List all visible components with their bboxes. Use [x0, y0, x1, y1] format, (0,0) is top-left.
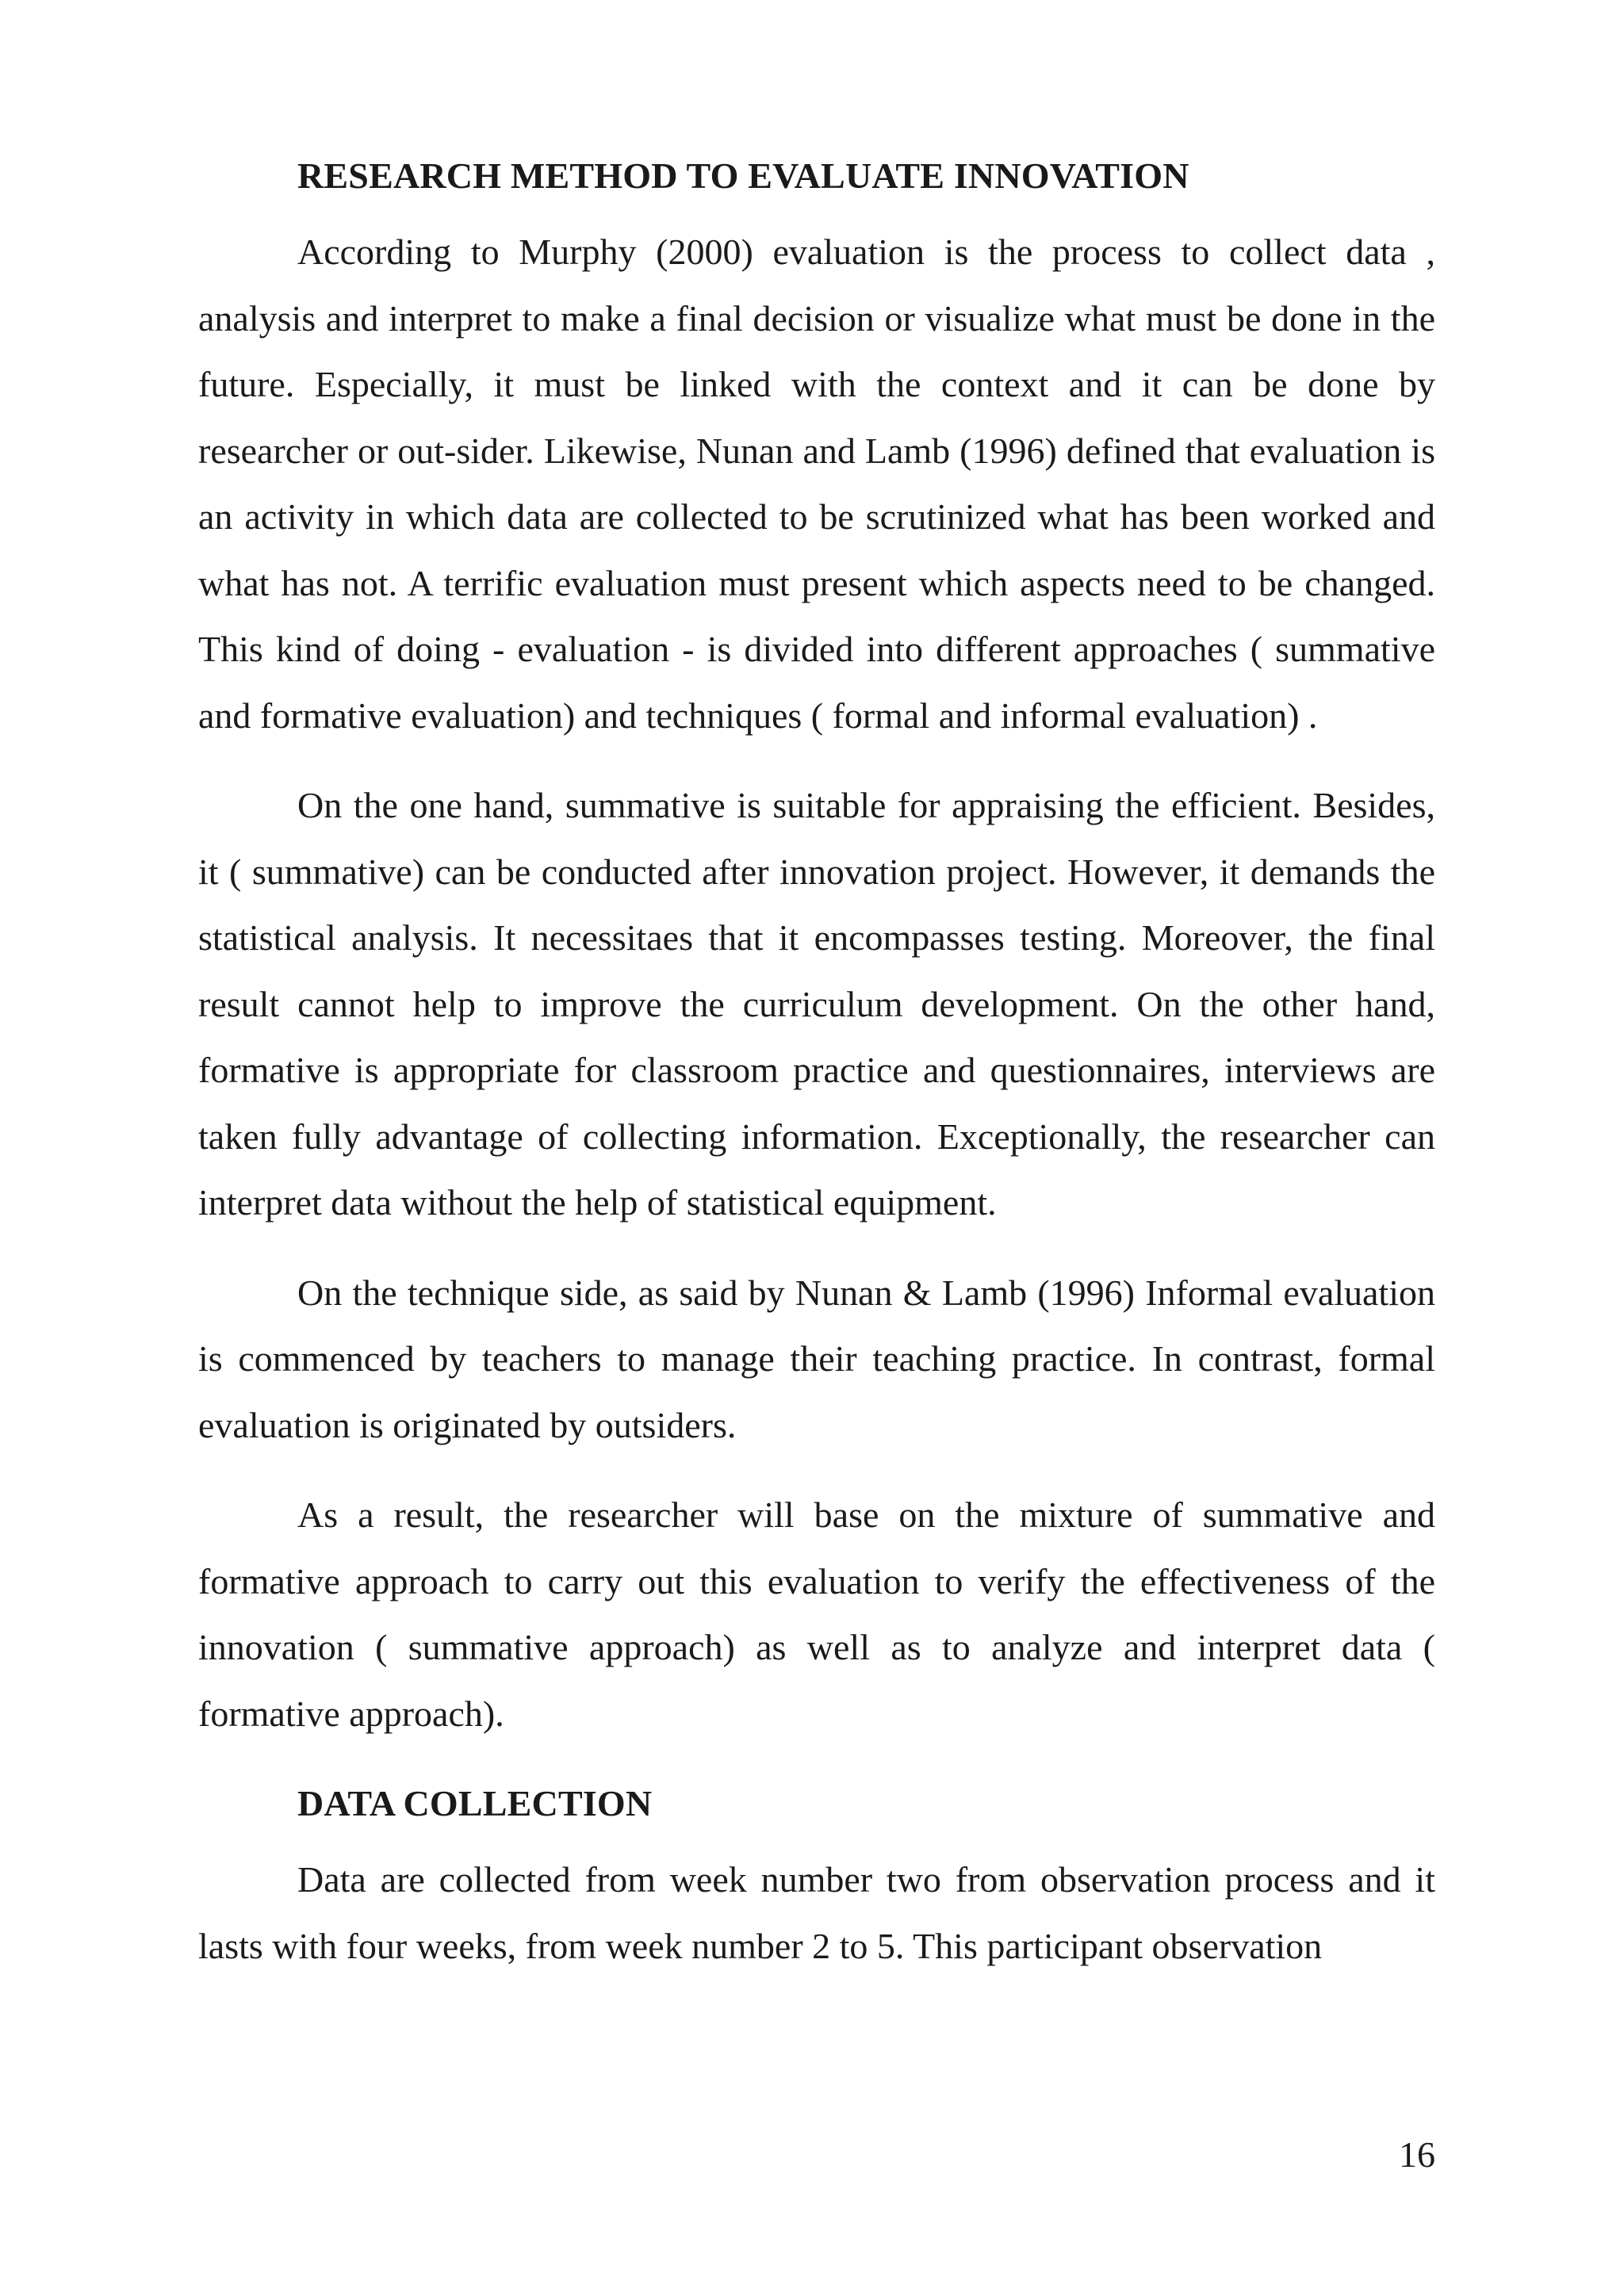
- paragraph-data-collection: Data are collected from week number two from observation process and it lasts with four weeks, from week number 2 to 5. This participant observation: [198, 1859, 1435, 1966]
- paragraph-summative-formative: On the one hand, summative is suitable for appraising the efficient. Besides, it ( summative) can be conducted after innovation project. However, it demands the statistical analysis. It necessitaes that it encompasses testing. Moreover, the final result cannot help to improve the curriculum development. On the other hand, formative is appropriate for classroom practice and questionnaires, interviews are taken fully advantage of collecting information. Exceptionally, the researcher can interpret data without the help of statistical equipment.: [198, 785, 1435, 1223]
- document-body: [198, 143, 1435, 2003]
- paragraph-result: As a result, the researcher will base on the mixture of summative and formative approach to carry out this evaluation to verify the effectiveness of the innovation ( summative approach) as well as to analyze and interpret data ( formative approach).: [198, 1494, 1435, 1734]
- section-heading-research-method: RESEARCH METHOD TO EVALUATE INNOVATION: [297, 155, 1189, 196]
- section-heading-data-collection: DATA COLLECTION: [297, 1783, 653, 1823]
- paragraph-evaluation-definition: According to Murphy (2000) evaluation is the process to collect data , analysis and interpret to make a final decision or visualize what must be done in the future. Especially, it must be linked with the context and it can be done by researcher or out-sider. Likewise, Nunan and Lamb (1996) defined that evaluation is an activity in which data are collected to be scrutinized what has been worked and what has not. A terrific evaluation must present which aspects need to be changed. This kind of doing - evaluation - is divided into different approaches ( summative and formative evaluation) and techniques ( formal and informal evaluation) .: [198, 232, 1435, 736]
- page-number: 16: [1399, 2134, 1435, 2175]
- paragraph-technique-side: On the technique side, as said by Nunan & Lamb (1996) Informal evaluation is commenced by teachers to manage their teaching practice. In contrast, formal evaluation is originated by outsiders.: [198, 1272, 1435, 1445]
